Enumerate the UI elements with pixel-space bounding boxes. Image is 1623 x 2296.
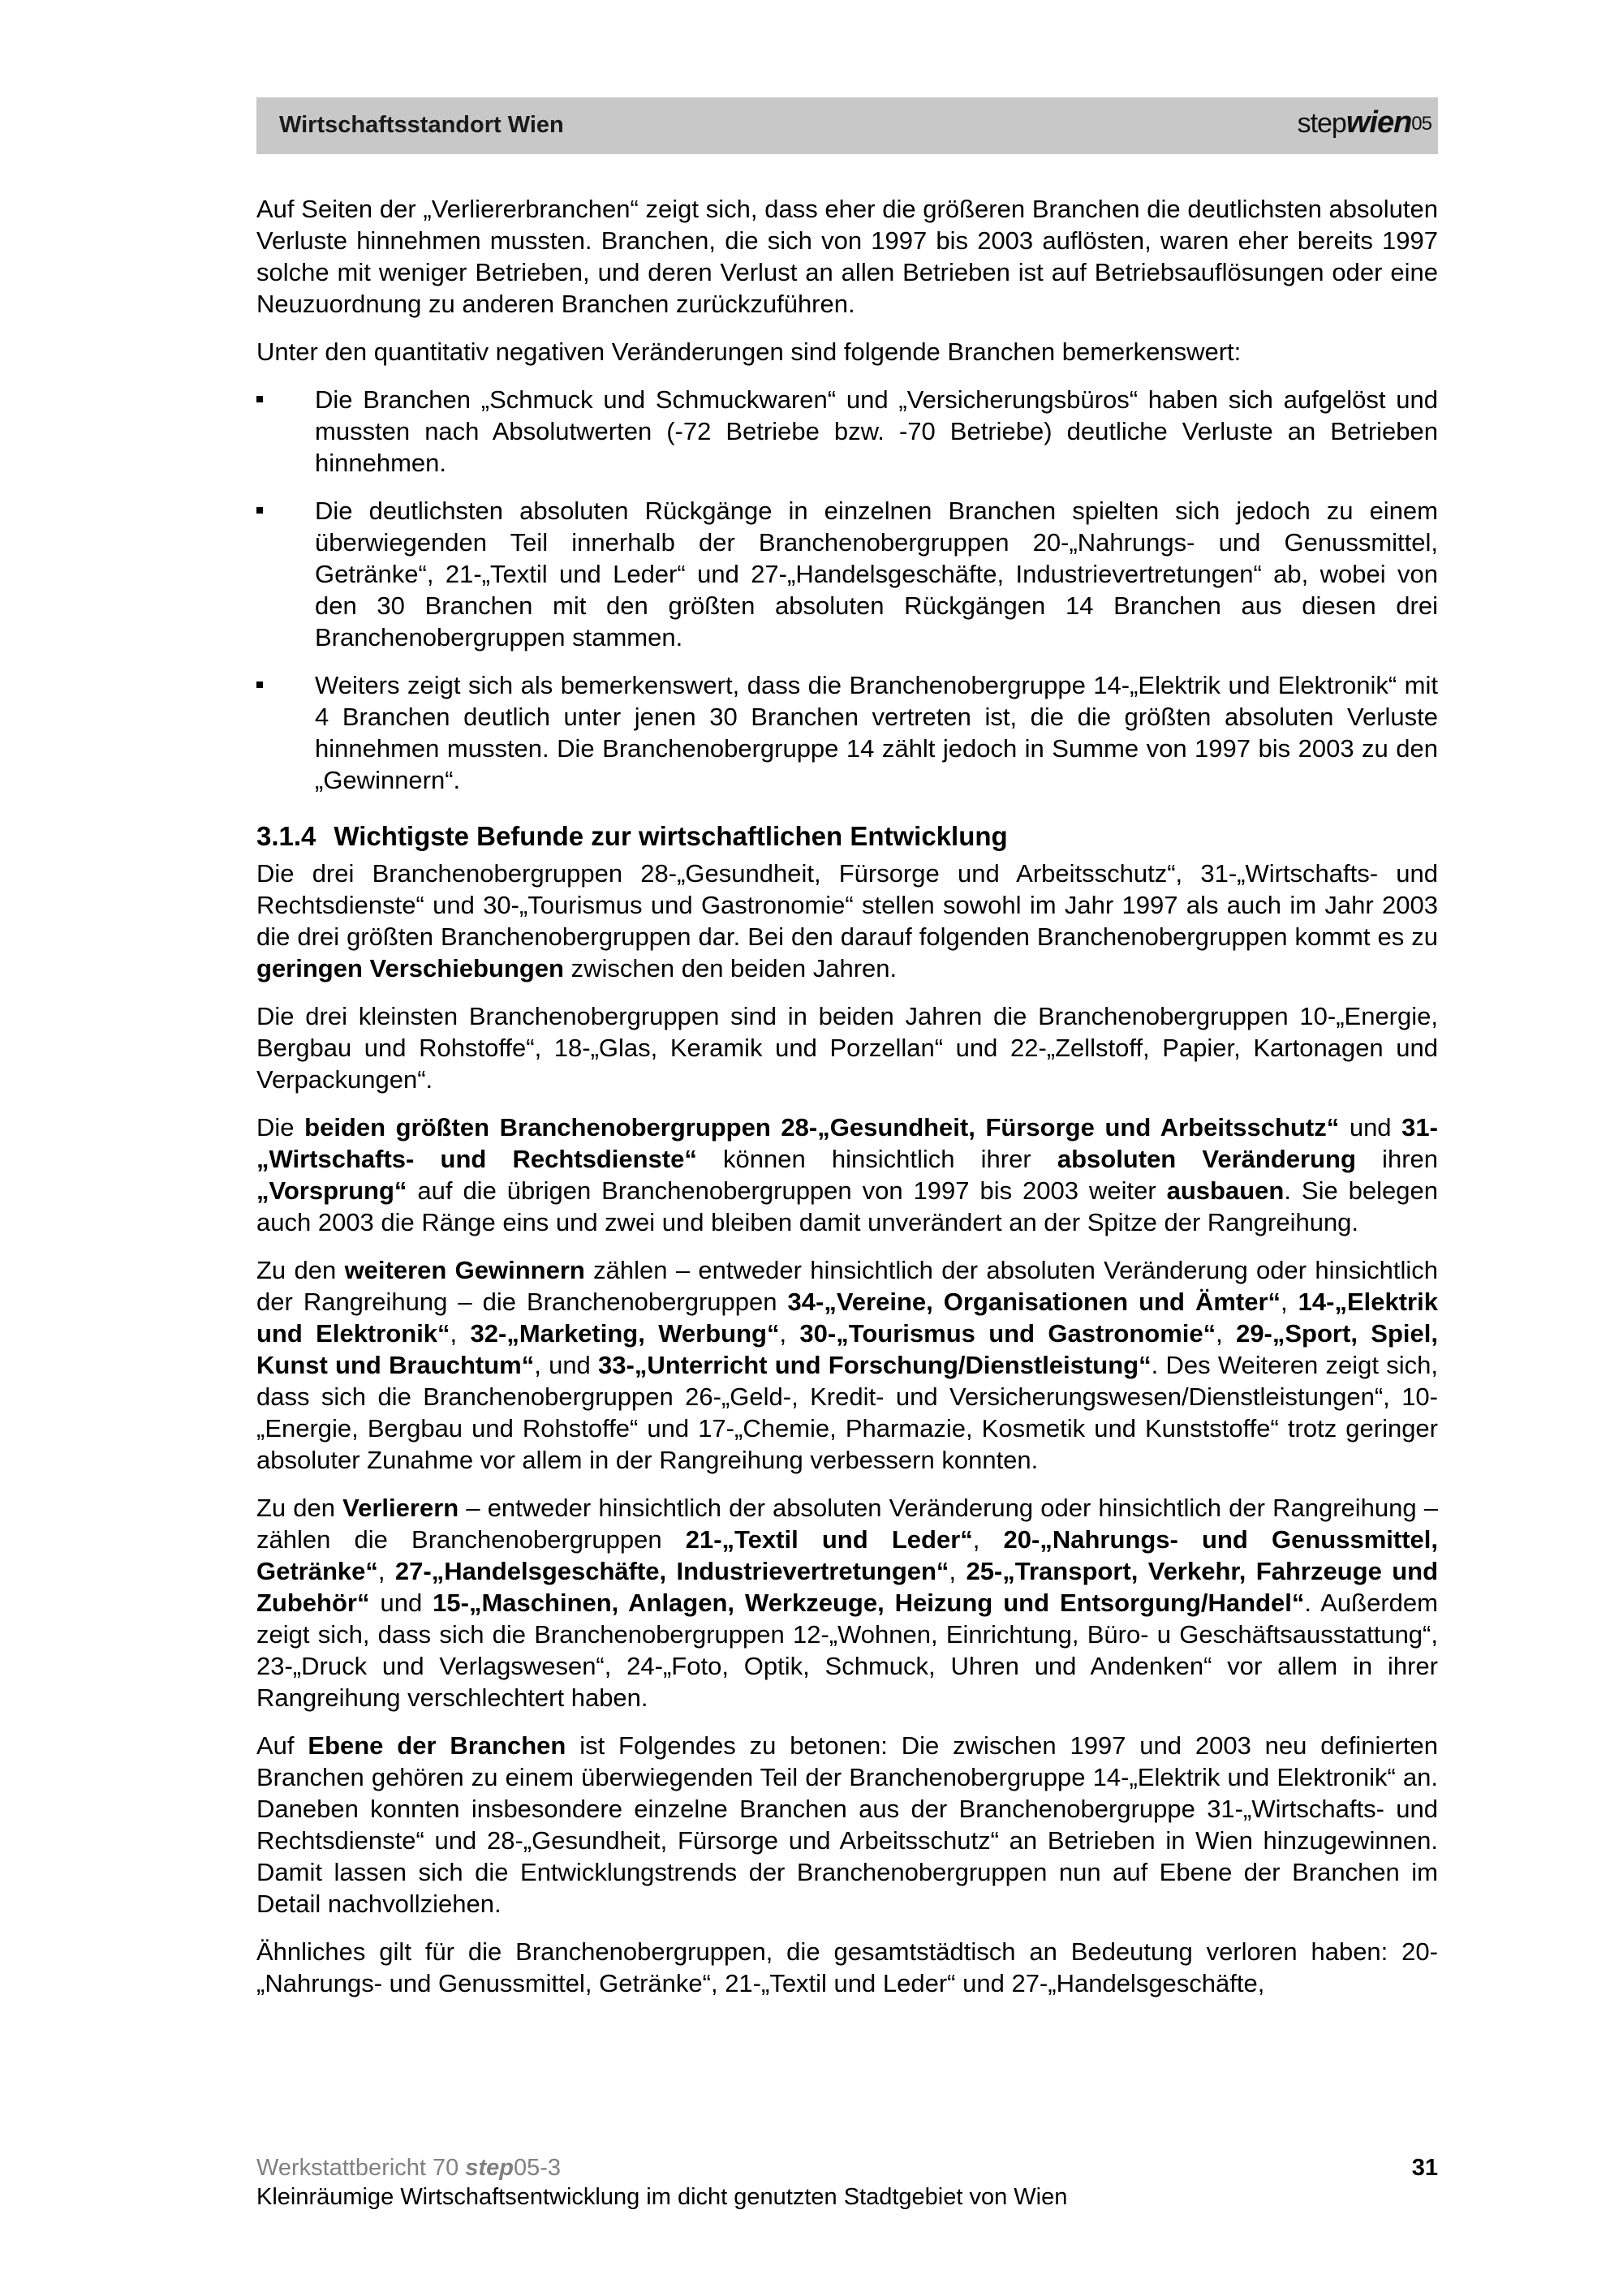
- text: Auf: [256, 1731, 308, 1760]
- page-body: [256, 193, 1438, 2015]
- text: – entweder hinsichtlich der absoluten Veränderung oder hinsichtlich der Rangreihung – zählen die Branchenobergruppen: [256, 1494, 1438, 1554]
- emphasis: 14-„Elektrik und Elektronik“: [256, 1288, 1438, 1348]
- text: ,: [779, 1319, 800, 1348]
- text: , und: [534, 1351, 599, 1379]
- step-wien-logo: [1298, 105, 1431, 146]
- text: ist Folgendes zu betonen: Die zwischen 1997 und 2003 neu definierten Branchen gehören zu einem überwiegenden Teil der Branchenobergruppe 14-„Elektrik und Elektronik“ an. Daneben konnten insbesondere einzelne Branchen aus der Branchenobergruppe 31-„Wirtschafts- und Rechtsdienste“ und 28-„Gesundheit, Fürsorge und Arbeitsschutz“ an Betrieben in Wien hinzugewinnen. Damit lassen sich die Entwicklungstrends der Branchenobergruppen nun auf Ebene der Branchen im Detail nachvollziehen.: [256, 1731, 1438, 1918]
- report-title: Werkstattbericht 70: [256, 2155, 466, 2181]
- emphasis: Ebene der Branchen: [308, 1731, 566, 1760]
- paragraph-further-winners: [256, 1254, 1438, 1476]
- text: ,: [450, 1319, 471, 1348]
- paragraph-branch-level: [256, 1730, 1438, 1920]
- bullet-square-icon: [256, 396, 263, 402]
- bullet-square-icon: [256, 507, 263, 514]
- text: zählen – entweder hinsichtlich der absoluten Veränderung oder hinsichtlich der Rangreihung – die Branchenobergruppen: [256, 1256, 1439, 1316]
- section-number: 3.1.4: [256, 821, 316, 851]
- text: . Des Weiteren zeigt sich, dass sich die Branchenobergruppen 26-„Geld-, Kredit- und Versicherungswesen/Dienstleistungen“, 10-„Energie, Bergbau und Rohstoffe“ und 17-„Chemie, Pharmazie, Kosmetik und Kunststoffe“ trotz geringer absoluter Zunahme vor allem in der Rangreihung verbessern konnten.: [256, 1351, 1438, 1474]
- text: ,: [377, 1557, 395, 1585]
- list-item: [256, 495, 1438, 653]
- list-item: [256, 669, 1438, 796]
- list-item-text: Die deutlichsten absoluten Rückgänge in einzelnen Branchen spielten sich jedoch zu einem überwiegenden Teil innerhalb der Branchenobergruppen 20-„Nahrungs- und Genussmittel, Getränke“, 21-„Textil und Leder“ und 27-„Handelsgeschäfte, Industrievertretungen“ ab, wobei von den 30 Branchen mit den größten absoluten Rückgängen 14 Branchen aus diesen drei Branchenobergruppen stammen.: [315, 497, 1438, 651]
- page-footer: [256, 2153, 1438, 2212]
- text: . Außerdem zeigt sich, dass sich die Branchenobergruppen 12-„Wohnen, Einrichtung, Büro- u Geschäftsausstattung“, 23-„Druck und Verlagswesen“, 24-„Foto, Optik, Schmuck, Uhren und Andenken“ vor allem in ihrer Rangreihung verschlechtert haben.: [256, 1589, 1438, 1712]
- list-item-text: Die Branchen „Schmuck und Schmuckwaren“ und „Versicherungsbüros“ haben sich aufgelöst und mussten nach Absolutwerten (-72 Betriebe bzw. -70 Betriebe) deutliche Verluste an Betrieben hinnehmen.: [315, 385, 1438, 477]
- bullet-list: [256, 384, 1438, 796]
- emphasis: Verlierern: [342, 1494, 459, 1522]
- section-title: Wichtigste Befunde zur wirtschaftlichen Entwicklung: [334, 821, 1008, 851]
- bullet-square-icon: [256, 681, 263, 688]
- text: und: [369, 1589, 433, 1617]
- paragraph-similar: Ähnliches gilt für die Branchenobergruppen, die gesamtstädtisch an Bedeutung verloren haben: 20-„Nahrungs- und Genussmittel, Getränke“, 21-„Textil und Leder“ und 27-„Handelsgeschäfte,: [256, 1937, 1438, 1997]
- emphasis: 27-„Handelsgeschäfte, Industrievertretungen“: [394, 1557, 949, 1585]
- header-title: Wirtschaftsstandort Wien: [279, 112, 564, 138]
- emphasis: 21-„Textil und Leder“: [685, 1525, 973, 1554]
- text: Die: [256, 1113, 305, 1142]
- list-item-text: Weiters zeigt sich als bemerkenswert, dass die Branchenobergruppe 14-„Elektrik und Elektronik“ mit 4 Branchen deutlich unter jenen 30 Branchen vertreten ist, die die größten absoluten Verluste hinnehmen mussten. Die Branchenobergruppe 14 zählt jedoch in Summe von 1997 bis 2003 zu den „Gewinnern“.: [315, 671, 1438, 794]
- text: auf die übrigen Branchenobergruppen von 1997 bis 2003 weiter: [407, 1176, 1167, 1205]
- footer-report-line: [256, 2153, 1438, 2182]
- report-number: 05-3: [514, 2155, 562, 2181]
- emphasis: 34-„Vereine, Organisationen und Ämter“: [787, 1288, 1281, 1316]
- emphasis: absoluten Veränderung: [1057, 1145, 1356, 1173]
- list-item: [256, 384, 1438, 479]
- logo-year: 05: [1411, 113, 1431, 135]
- emphasis: 33-„Unterricht und Forschung/Dienstleistung“: [598, 1351, 1152, 1379]
- paragraph-top-two: [256, 1111, 1438, 1238]
- paragraph-largest-groups: [256, 858, 1438, 984]
- text: und: [1339, 1113, 1402, 1142]
- text: Die drei Branchenobergruppen 28-„Gesundheit, Fürsorge und Arbeitsschutz“, 31-„Wirtschafts- und Rechtsdienste“ und 30-„Tourismus und Gastronomie“ stellen sowohl im Jahr 1997 als auch im Jahr 2003 die drei größten Branchenobergruppen dar. Bei den darauf folgenden Branchenobergruppen kommt es zu: [256, 859, 1438, 951]
- emphasis: weiteren Gewinnern: [344, 1256, 585, 1284]
- emphasis: ausbauen: [1166, 1176, 1285, 1205]
- paragraph-losers-intro: Auf Seiten der „Verliererbranchen“ zeigt sich, dass eher die größeren Branchen die deutlichsten absoluten Verluste hinnehmen mussten. Branchen, die sich von 1997 bis 2003 auflösten, waren eher bereits 1997 solche mit weniger Betrieben, und deren Verlust an allen Betrieben ist auf Betriebsauflösungen oder eine Neuzuordnung zu anderen Branchen zurückzuführen.: [256, 195, 1438, 318]
- text: Zu den: [256, 1494, 343, 1522]
- emphasis: geringen Verschiebungen: [256, 954, 564, 982]
- emphasis: beiden größten Branchenobergruppen 28-„Gesundheit, Fürsorge und Arbeitsschutz“: [304, 1113, 1340, 1142]
- emphasis: 29-„Sport, Spiel, Kunst und Brauchtum“: [256, 1319, 1438, 1379]
- text: ihren: [1355, 1145, 1438, 1173]
- emphasis: 15-„Maschinen, Anlagen, Werkzeuge, Heizung und Entsorgung/Handel“: [433, 1589, 1305, 1617]
- report-step: step: [465, 2155, 514, 2181]
- footer-subtitle: Kleinräumige Wirtschaftsentwicklung im dicht genutzten Stadtgebiet von Wien: [256, 2184, 1068, 2210]
- paragraph-smallest-groups: Die drei kleinsten Branchenobergruppen sind in beiden Jahren die Branchenobergruppen 10-„Energie, Bergbau und Rohstoffe“, 18-„Glas, Keramik und Porzellan“ und 22-„Zellstoff, Papier, Kartonagen und Verpackungen“.: [256, 1002, 1438, 1094]
- emphasis: 20-„Nahrungs- und Genussmittel, Getränke“: [256, 1525, 1438, 1585]
- page-number: 31: [1411, 2155, 1438, 2181]
- section-heading: [256, 820, 1438, 853]
- text: ,: [972, 1525, 1004, 1554]
- text: ,: [1281, 1288, 1298, 1316]
- emphasis: 32-„Marketing, Werbung“: [470, 1319, 780, 1348]
- emphasis: 25-„Transport, Verkehr, Fahrzeuge und Zubehör“: [256, 1557, 1439, 1617]
- text: Zu den: [256, 1256, 345, 1284]
- emphasis: 31-„Wirtschafts- und Rechtsdienste“: [256, 1113, 1438, 1173]
- page-header: [256, 97, 1438, 154]
- text: ,: [949, 1557, 966, 1585]
- paragraph-losers: [256, 1492, 1438, 1713]
- emphasis: 30-„Tourismus und Gastronomie“: [799, 1319, 1216, 1348]
- text: ,: [1216, 1319, 1237, 1348]
- text: können hinsichtlich ihrer: [696, 1145, 1057, 1173]
- logo-prefix: step: [1297, 108, 1346, 139]
- logo-brand: wien: [1345, 105, 1412, 140]
- text: zwischen den beiden Jahren.: [563, 954, 898, 982]
- paragraph-negative-changes: Unter den quantitativ negativen Veränderungen sind folgende Branchen bemerkenswert:: [256, 338, 1242, 366]
- text: . Sie belegen auch 2003 die Ränge eins und zwei und bleiben damit unverändert an der Spitze der Rangreihung.: [256, 1176, 1439, 1236]
- emphasis: „Vorsprung“: [256, 1176, 407, 1205]
